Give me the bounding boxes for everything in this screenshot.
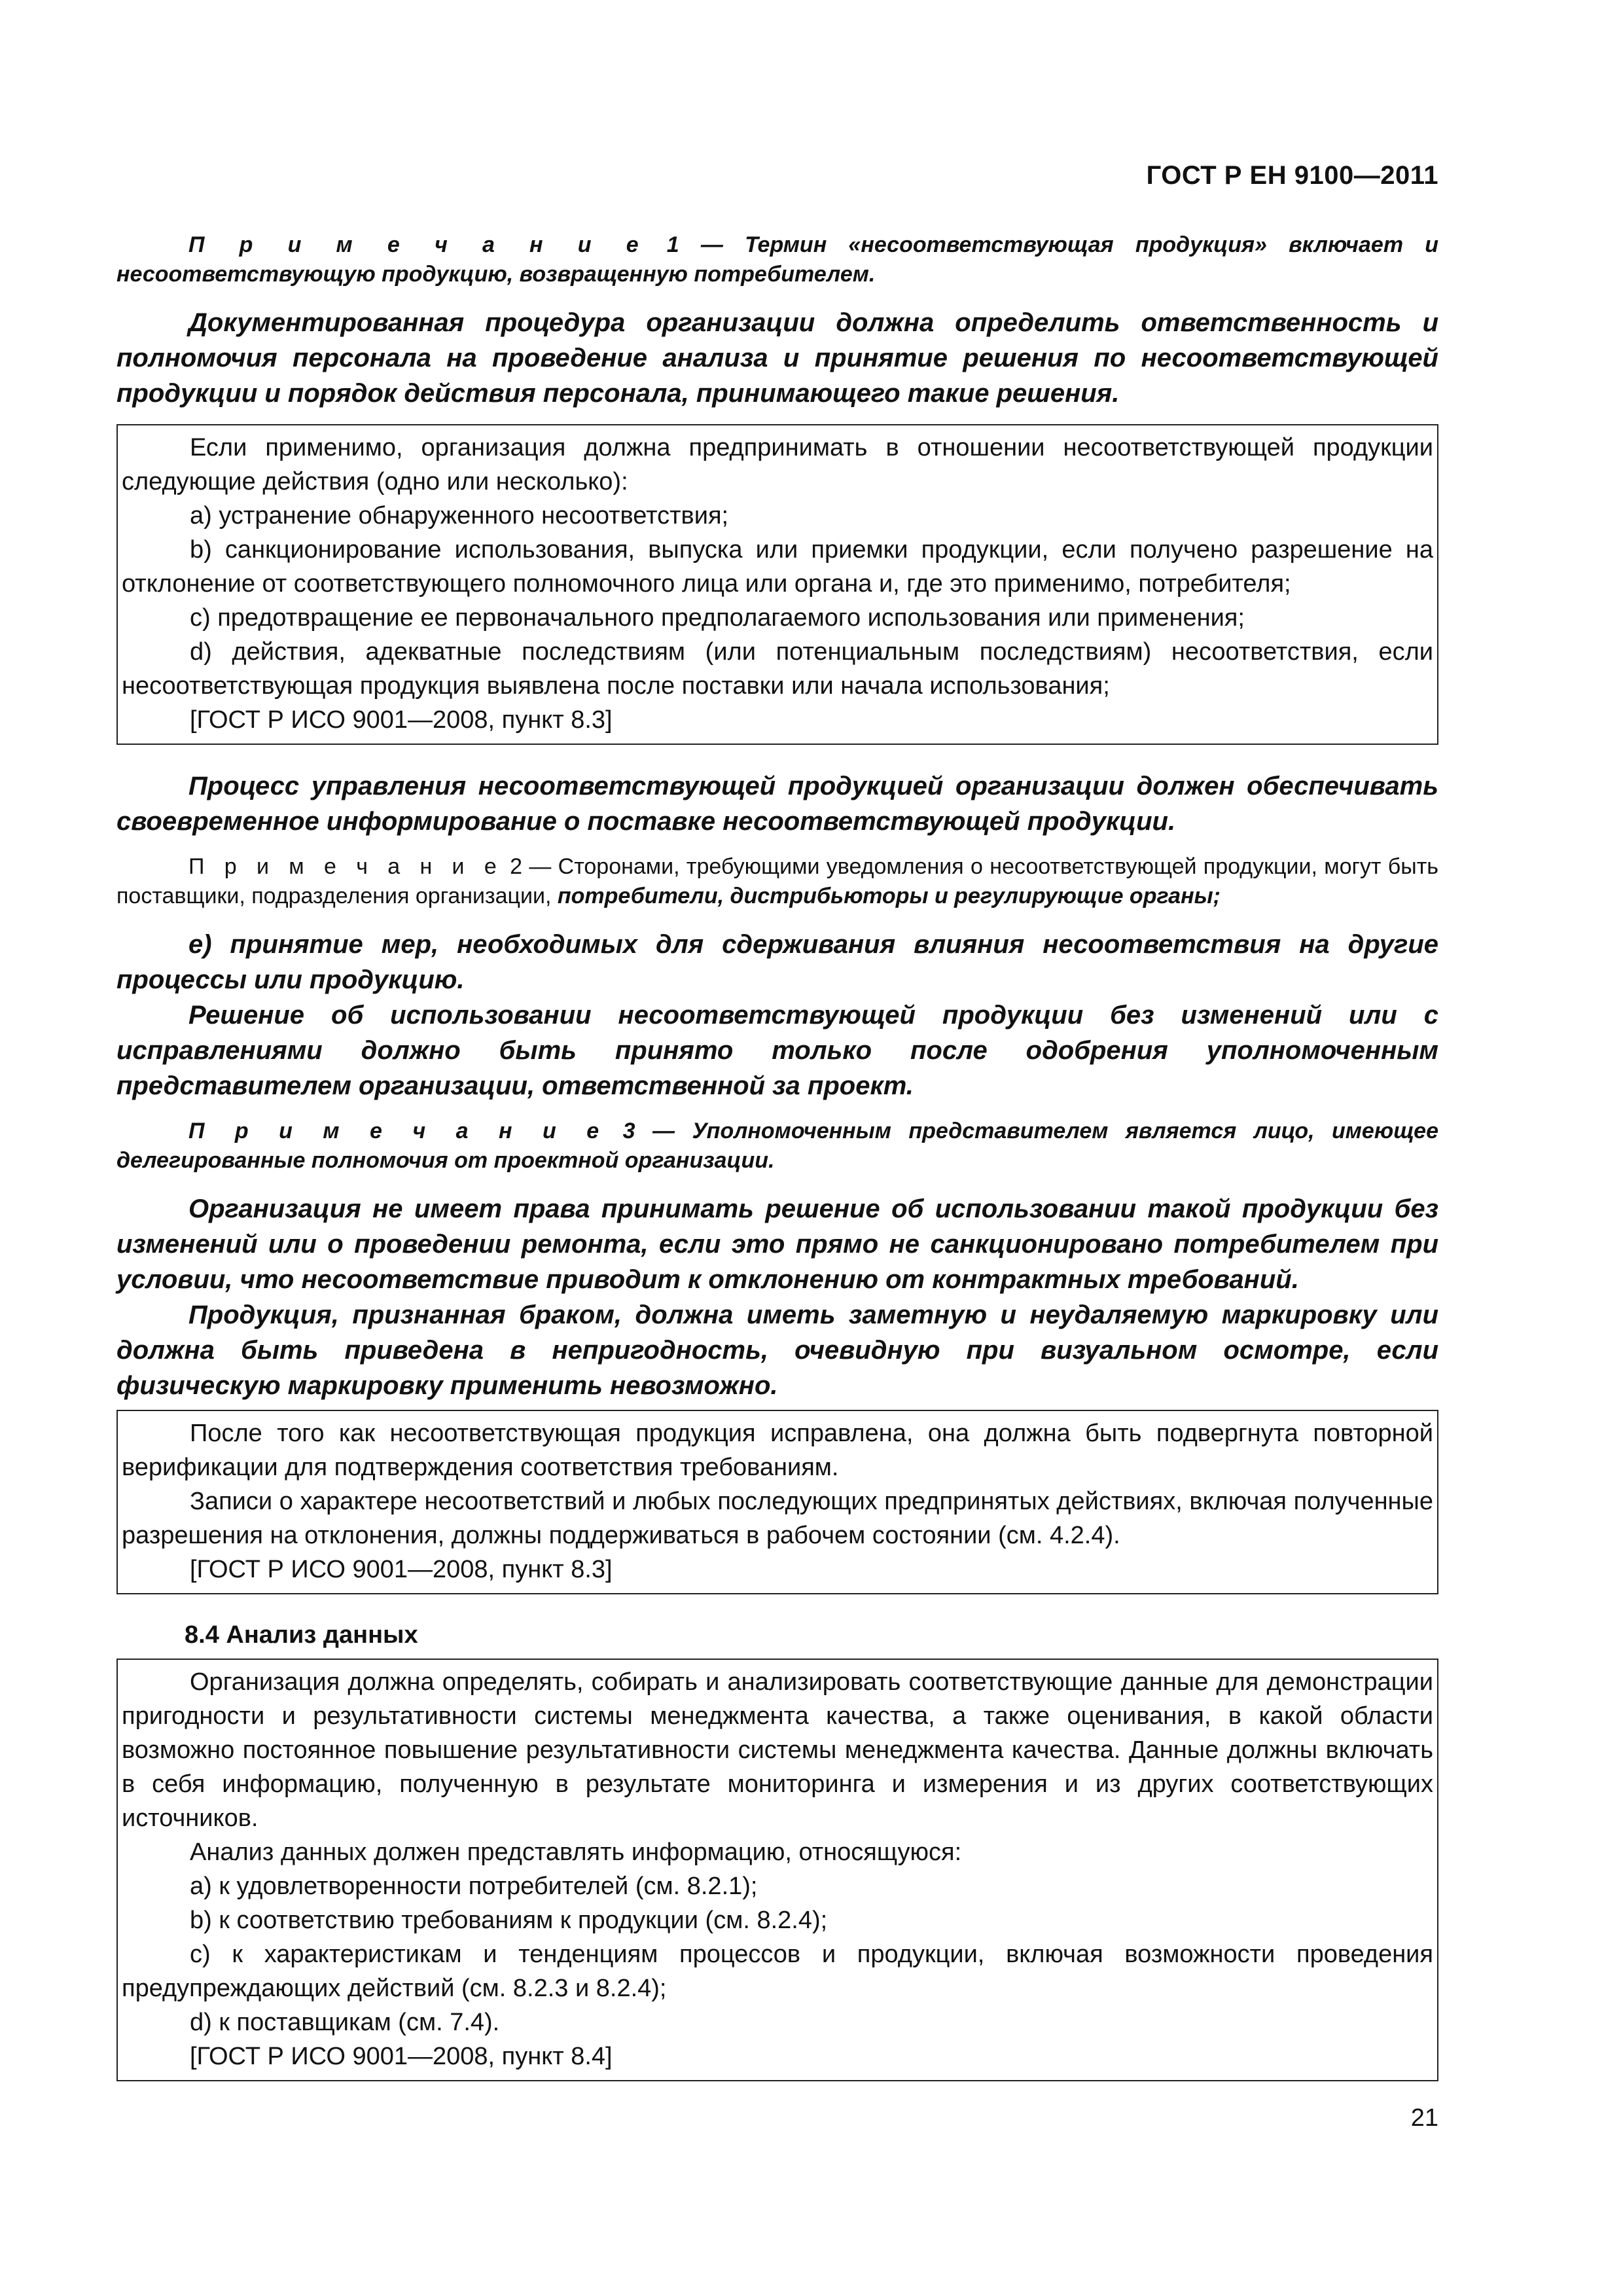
box1-line: b) санкционирование использования, выпуска или приемки продукции, если получено разрешение на отклонение от соответствующего полномочного лица или органа и, где это применимо, потребителя; [122, 536, 1433, 598]
paragraph-marking: Продукция, признанная браком, должна иметь заметную и неудаляемую маркировку или должна быть приведена в непригодность, очевидную при визуальном осмотре, если физическую маркировку применить невозможно. [116, 1300, 1438, 1400]
box2-line: После того как несоответствующая продукция исправлена, она должна быть подвергнута повторной верификации для подтверждения соответствия требованиям. [122, 1420, 1433, 1481]
section-heading: 8.4 Анализ данных [185, 1621, 418, 1649]
quote-box-1 [116, 424, 1438, 745]
box1-line: a) устранение обнаруженного несоответствия; [190, 502, 729, 529]
box3-line: d) к поставщикам (см. 7.4). [190, 2009, 500, 2036]
note-1: П р и м е ч а н и е 1 — Термин «несоответствующая продукция» включает и несоответствующую продукцию, возвращенную потребителем. [116, 232, 1438, 287]
box3-line: Анализ данных должен представлять информацию, относящуюся: [190, 1839, 962, 1866]
box3-line: c) к характеристикам и тенденциям процессов и продукции, включая возможности проведения предупреждающих действий (см. 8.2.3 и 8.2.4); [122, 1941, 1433, 2002]
note-3: П р и м е ч а н и е 3 — Уполномоченным представителем является лицо, имеющее делегированные полномочия от проектной организации. [116, 1119, 1438, 1173]
box1-line: Если применимо, организация должна предпринимать в отношении несоответствующей продукции следующие действия (одно или несколько): [122, 434, 1433, 495]
paragraph-decision: Решение об использовании несоответствующей продукции без изменений или с исправлениями должно быть принято только после одобрения уполномоченным представителем организации, ответственной за проект. [116, 1001, 1438, 1100]
paragraph-item-e: e) принятие мер, необходимых для сдерживания влияния несоответствия на другие процессы или продукцию. [116, 930, 1438, 994]
document-header: ГОСТ Р ЕН 9100—2011 [1146, 161, 1438, 190]
box3-line: Организация должна определять, собирать и анализировать соответствующие данные для демонстрации пригодности и результативности системы менеджмента качества, а также оценивания, в какой области возможно постоянное повышение результативности системы менеджмента качества. Данные должны включать в себя информацию, полученную в результате мониторинга и измерения и из других соответствующих источников. [122, 1668, 1433, 1832]
document-body [116, 230, 1438, 2105]
box2-reference: [ГОСТ Р ИСО 9001—2008, пункт 8.3] [190, 1556, 613, 1583]
paragraph-procedure: Документированная процедура организации должна определить ответственность и полномочия персонала на проведение анализа и принятие решения по несоответствующей продукции и порядок действия персонала, принимающего такие решения. [116, 308, 1438, 408]
note-2: П р и м е ч а н и е 2 — Сторонами, требующими уведомления о несоответствующей продукции, могут быть поставщики, подразделения организации, потребители, дистрибьюторы и регулирующие органы; [116, 854, 1438, 908]
paragraph-rights: Организация не имеет права принимать решение об использовании такой продукции без изменений или о проведении ремонта, если это прямо не санкционировано потребителем при условии, что несоответствие приводит к отклонению от контрактных требований. [116, 1194, 1438, 1294]
box3-line: b) к соответствию требованиям к продукции (см. 8.2.4); [190, 1907, 828, 1934]
box1-reference: [ГОСТ Р ИСО 9001—2008, пункт 8.3] [190, 706, 613, 734]
box2-line: Записи о характере несоответствий и любых последующих предпринятых действиях, включая полученные разрешения на отклонения, должны поддерживаться в рабочем состоянии (см. 4.2.4). [122, 1488, 1433, 1549]
quote-box-3 [116, 1659, 1438, 2081]
paragraph-process: Процесс управления несоответствующей продукцией организации должен обеспечивать своевременное информирование о поставке несоответствующей продукции. [116, 772, 1438, 836]
quote-box-2 [116, 1410, 1438, 1594]
box1-line: d) действия, адекватные последствиям (или потенциальным последствиям) несоответствия, если несоответствующая продукция выявлена после поставки или начала использования; [122, 638, 1433, 700]
box3-line: a) к удовлетворенности потребителей (см. 8.2.1); [190, 1873, 758, 1900]
page-number: 21 [1410, 2104, 1438, 2132]
box3-reference: [ГОСТ Р ИСО 9001—2008, пункт 8.4] [190, 2043, 613, 2070]
box1-line: c) предотвращение ее первоначального предполагаемого использования или применения; [190, 604, 1245, 632]
